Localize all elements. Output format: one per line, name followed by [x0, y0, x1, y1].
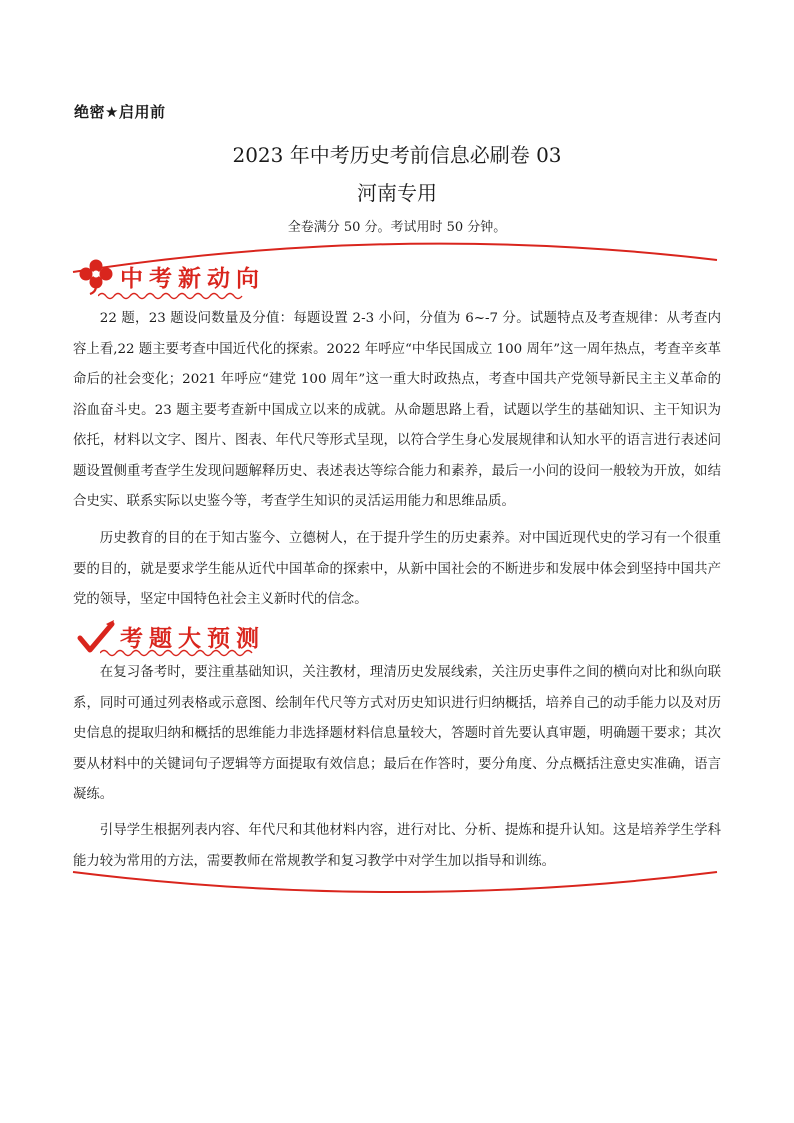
paragraph-predictions-1: 在复习备考时，要注重基础知识，关注教材，理清历史发展线索，关注历史事件之间的横向对比和纵向联系，同时可通过列表格或示意图、绘制年代尺等方式对历史知识进行归纳概括，培养自己的动手能力以及对历史信息的提取归纳和概括的思维能力非选择题材料信息量较大，答题时首先要认真审题，明确题干要求；其次要从材料中的关键词句子逻辑等方面提取有效信息；最后在作答时，要分角度、分点概括注意史实准确，语言凝练。 — [73, 665, 721, 802]
clover-icon — [76, 256, 120, 296]
section-heading-label: 中考新动向 — [120, 265, 265, 292]
exam-note: 全卷满分 50 分。考试用时 50 分钟。 — [287, 220, 507, 235]
exam-title: 2023 年中考历史考前信息必刷卷 03 — [232, 143, 562, 167]
paragraph-trends-2: 历史教育的目的在于知古鉴今、立德树人，在于提升学生的历史素养。对中国近现代史的学习有一个很重要的目的，就是要求学生能从近代中国革命的探索中，从新中国社会的不断进步和发展中体会到坚持中国共产党的领导，坚定中国特色社会主义新时代的信念。 — [73, 531, 721, 607]
paragraph-predictions-2: 引导学生根据列表内容、年代尺和其他材料内容，进行对比、分析、提炼和提升认知。这是培养学生学科能力较为常用的方法，需要教师在常规教学和复习教学中对学生加以指导和训练。 — [73, 823, 721, 869]
wavy-underline-1 — [98, 291, 248, 301]
secret-label: 绝密★启用前 — [74, 103, 166, 121]
exam-subtitle: 河南专用 — [357, 181, 437, 205]
section-heading-label: 考题大预测 — [120, 625, 265, 652]
paragraph-trends-1: 22 题，23 题设问数量及分值：每题设置 2-3 小问，分值为 6~-7 分。试题特点及考查规律：从考查内容上看,22 题主要考查中国近代化的探索。2022 年呼应“中华民国成立 100 周年”这一周年热点，考查辛亥革命后的社会变化；2021 年呼应“建党 100 周年”这一重大时政热点，考查中国共产党领导新民主主义革命的浴血奋斗史。23 题主要考查新中国成立以来的成就。从命题思路上看，试题以学生的基础知识、主干知识为依托，材料以文字、图片、图表、年代尺等形式呈现，以符合学生身心发展规律和认知水平的语言进行表述问题设置侧重考查学生发现问题解释历史、表述表达等综合能力和素养，最后一小问的设问一般较为开放，如结合史实、联系实际以史鉴今等，考查学生知识的灵活运用能力和思维品质。 — [73, 311, 721, 509]
wavy-underline-2 — [100, 648, 260, 658]
section-heading-trends — [76, 256, 265, 296]
